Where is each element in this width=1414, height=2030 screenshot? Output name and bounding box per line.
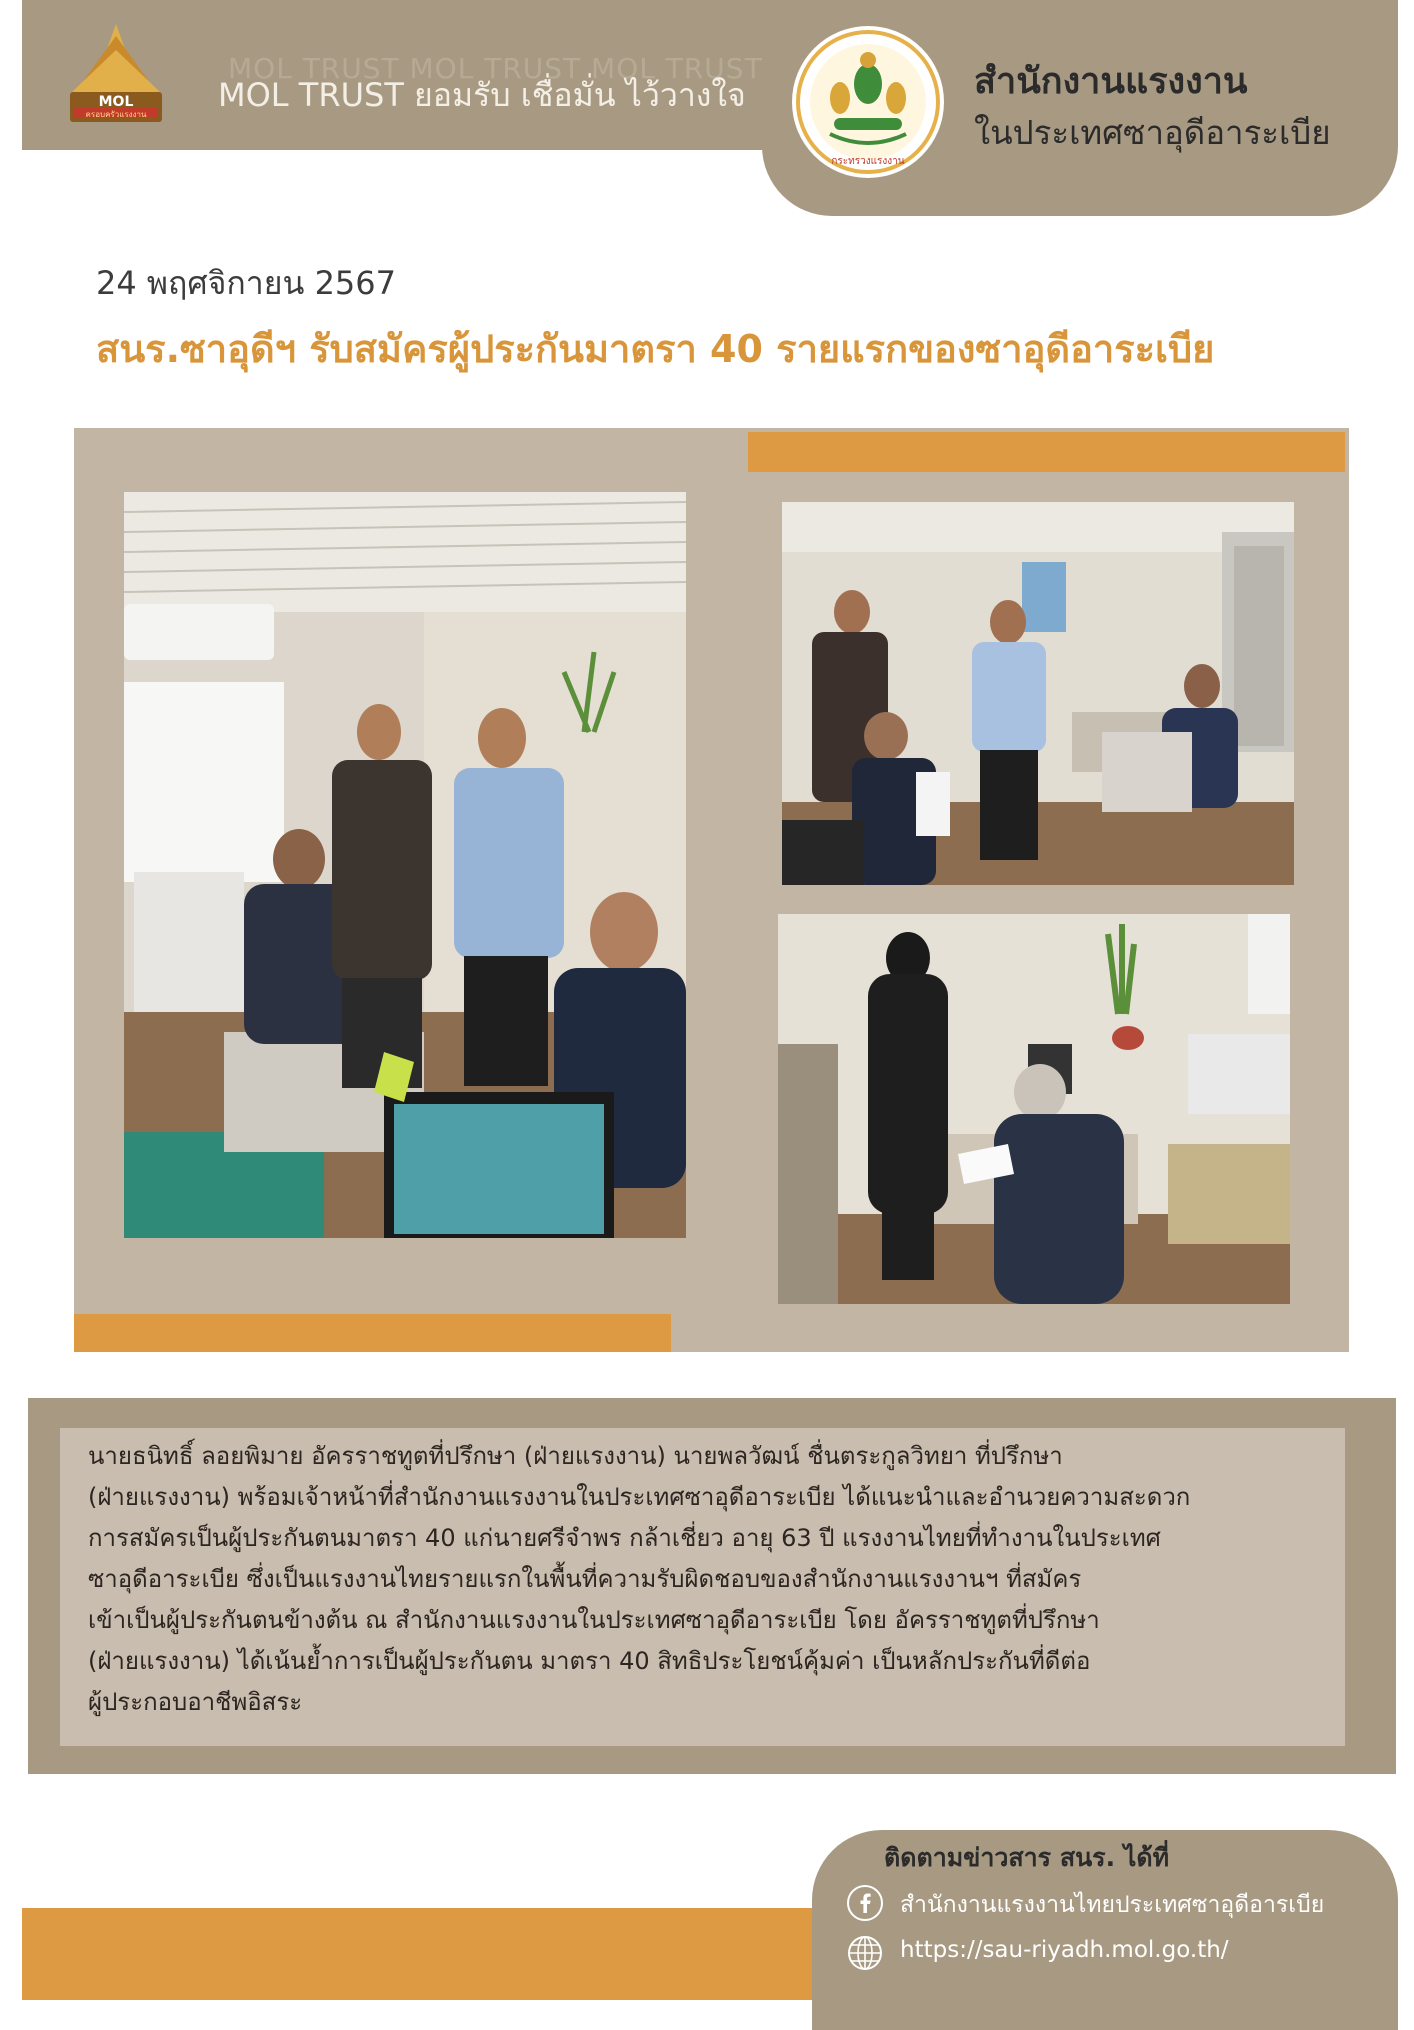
article-date: 24 พฤศจิกายน 2567 — [96, 264, 396, 302]
footer-accent-bar — [22, 1908, 942, 2000]
article-body: นายธนิทธิ์ ลอยพิมาย อัครราชทูตที่ปรึกษา (ฝ่ายแรงงาน) นายพลวัฒน์ ชื่นตระกูลวิทยา ที่ปรึกษา (ฝ่ายแรงงาน) พร้อมเจ้าหน้าที่สำนักงานแรงงานในประเทศซาอุดีอาระเบีย ได้แนะนำและอำนวยความสะดวก การสมัครเป็นผู้ประกันตนมาตรา 40 แก่นายศรีจำพร กล้าเชี่ยว อายุ 63 ปี แรงงานไทยที่ทำงานในประเทศ ซาอุดีอาระเบีย ซึ่งเป็นแรงงานไทยรายแรกในพื้นที่ความรับผิดชอบของสำนักงานแรงงานฯ ที่สมัคร เข้าเป็นผู้ประกันตนข้างต้น ณ สำนักงานแรงงานในประเทศซาอุดีอาระเบีย โดย อัครราชทูตที่ปรึกษา (ฝ่ายแรงงาน) ได้เน้นย้ำการเป็นผู้ประกันตน มาตรา 40 สิทธิประโยชน์คุ้มค่า เป็นหลักประกันที่ดีต่อ ผู้ประกอบอาชีพอิสระ — [88, 1442, 1191, 1716]
photo-registration-signing — [778, 914, 1290, 1304]
svg-text:ครอบครัวแรงงาน: ครอบครัวแรงงาน — [85, 110, 147, 119]
svg-text:MOL: MOL — [98, 94, 134, 110]
photo-office-discussion — [782, 502, 1294, 885]
accent-bar-bottom — [74, 1314, 671, 1352]
globe-icon[interactable] — [846, 1934, 884, 1972]
slogan: MOL TRUST ยอมรับ เชื่อมั่น ไว้วางใจ — [218, 76, 746, 114]
article-headline: สนร.ซาอุดีฯ รับสมัครผู้ประกันมาตรา 40 รายแรกของซาอุดีอาระเบีย — [96, 327, 1215, 371]
facebook-icon[interactable] — [846, 1884, 884, 1922]
svg-text:กระทรวงแรงงาน: กระทรวงแรงงาน — [831, 156, 905, 167]
facebook-page-link[interactable]: สำนักงานแรงงานไทยประเทศซาอุดีอารเบีย — [900, 1892, 1325, 1918]
office-title: สำนักงานแรงงาน — [974, 61, 1248, 102]
office-subtitle: ในประเทศซาอุดีอาระเบีย — [974, 113, 1331, 152]
website-link[interactable]: https://sau-riyadh.mol.go.th/ — [900, 1937, 1229, 1963]
accent-bar-top — [748, 432, 1345, 472]
slogan-watermark: MOL TRUST MOL TRUST MOL TRUST — [228, 52, 763, 85]
follow-label: ติดตามข่าวสาร สนร. ได้ที่ — [884, 1843, 1170, 1872]
photo-officials-meeting — [124, 492, 686, 1238]
ministry-seal — [790, 24, 946, 180]
mol-logo — [56, 22, 176, 126]
